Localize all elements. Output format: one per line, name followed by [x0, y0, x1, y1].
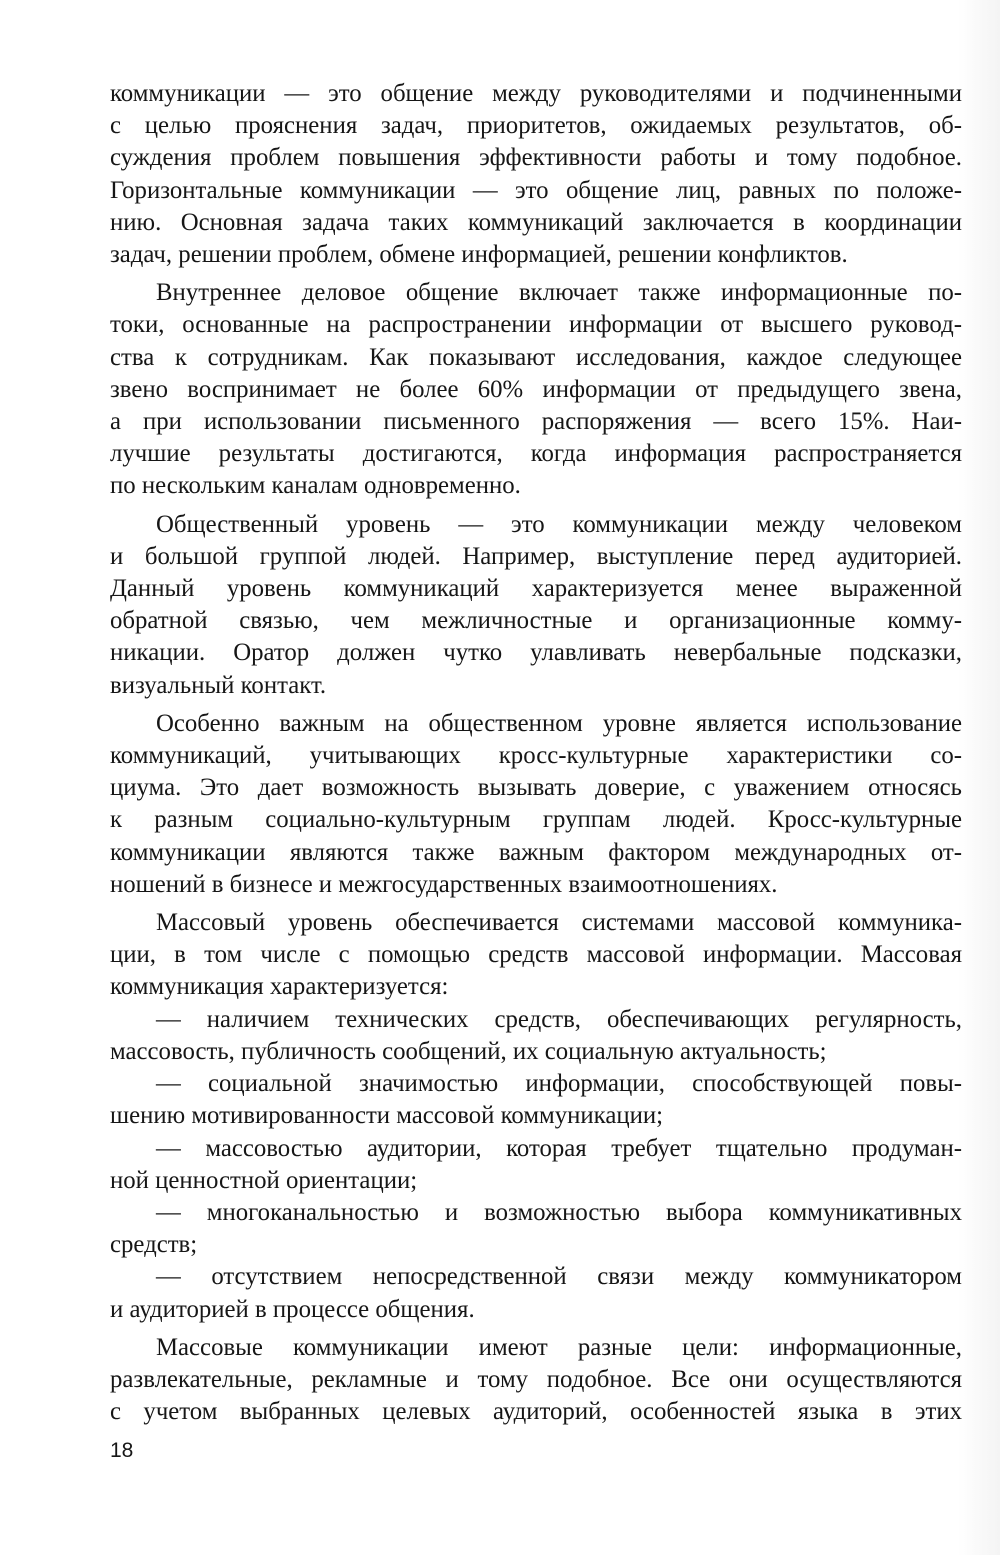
text-line: ции, в том числе с помощью средств массовой информации. Массовая: [110, 941, 962, 969]
text-line: Массовый уровень обеспечивается системами массовой коммуника-: [156, 909, 962, 937]
text-line: коммуникации являются также важным фактором международных от-: [110, 838, 962, 866]
text-line: ношений в бизнесе и межгосударственных взаимоотношениях.: [110, 870, 778, 898]
page-number: 18: [110, 1439, 134, 1462]
paragraph: [110, 509, 962, 702]
paragraph: [110, 907, 962, 1004]
page-edge-shade: [958, 0, 1000, 1555]
text-line: визуальный контакт.: [110, 671, 327, 699]
text-line: массовость, публичность сообщений, их социальную актуальность;: [110, 1037, 827, 1065]
text-line: Общественный уровень — это коммуникации между человеком: [156, 510, 962, 538]
list-item: [110, 1068, 962, 1132]
text-line: по нескольким каналам одновременно.: [110, 472, 521, 500]
text-line: циума. Это дает возможность вызывать доверие, с уважением относясь: [110, 774, 962, 802]
text-line: никации. Оратор должен чутко улавливать невербальные подсказки,: [110, 639, 962, 667]
text-line: Данный уровень коммуникаций характеризуется менее выраженной: [110, 575, 962, 603]
text-line: средств;: [110, 1231, 198, 1259]
text-line: задач, решении проблем, обмене информацией, решении конфликтов.: [110, 241, 848, 269]
paragraph: [110, 78, 962, 271]
text-line: коммуникации — это общение между руководителями и подчиненными: [110, 80, 962, 107]
paragraph: [110, 277, 962, 502]
text-line: к разным социально-культурным группам людей. Кросс-культурные: [110, 806, 962, 834]
text-line: коммуникаций, учитывающих кросс-культурные характеристики со-: [110, 742, 962, 770]
text-line: суждения проблем повышения эффективности работы и тому подобное.: [110, 144, 962, 172]
text-line: — наличием технических средств, обеспечивающих регулярность,: [156, 1005, 962, 1033]
body-text: [110, 78, 962, 1428]
text-line: и аудиторией в процессе общения.: [110, 1295, 475, 1323]
text-line: нию. Основная задача таких коммуникаций заключается в координации: [110, 208, 962, 236]
text-line: — отсутствием непосредственной связи между коммуникатором: [156, 1263, 962, 1291]
text-line: а при использовании письменного распоряжения — всего 15%. Наи-: [110, 408, 962, 436]
text-line: ства к сотрудникам. Как показывают исследования, каждое следующее: [110, 343, 962, 371]
text-line: развлекательные, рекламные и тому подобное. Все они осуществляются: [110, 1365, 962, 1393]
text-line: Внутреннее деловое общение включает также информационные по-: [156, 279, 962, 307]
text-line: с учетом выбранных целевых аудиторий, особенностей языка в этих: [110, 1398, 962, 1426]
list-item: [110, 1133, 962, 1197]
text-line: ной ценностной ориентации;: [110, 1166, 418, 1194]
text-line: звено воспринимает не более 60% информации от предыдущего звена,: [110, 375, 962, 403]
list-item: [110, 1261, 962, 1325]
paragraph: [110, 708, 962, 901]
text-line: и большой группой людей. Например, выступление перед аудиторией.: [110, 542, 962, 570]
text-line: Особенно важным на общественном уровне является использование: [156, 709, 962, 737]
text-line: — социальной значимостью информации, способствующей повы-: [156, 1070, 962, 1098]
text-line: токи, основанные на распространении информации от высшего руковод-: [110, 311, 962, 339]
text-line: обратной связью, чем межличностные и организационные комму-: [110, 607, 962, 635]
text-line: лучшие результаты достигаются, когда информация распространяется: [110, 440, 962, 468]
text-line: Горизонтальные коммуникации — это общение лиц, равных по положе-: [110, 176, 962, 204]
text-line: — многоканальностью и возможностью выбора коммуникативных: [156, 1198, 962, 1226]
list-item: [110, 1004, 962, 1068]
text-line: — массовостью аудитории, которая требует тщательно продуман-: [156, 1134, 962, 1162]
text-line: шению мотивированности массовой коммуникации;: [110, 1102, 664, 1130]
paragraph: [110, 1332, 962, 1429]
text-line: с целью прояснения задач, приоритетов, ожидаемых результатов, об-: [110, 112, 962, 140]
list-item: [110, 1197, 962, 1261]
text-line: коммуникация характеризуется:: [110, 973, 449, 1001]
text-line: Массовые коммуникации имеют разные цели: информационные,: [156, 1333, 962, 1361]
